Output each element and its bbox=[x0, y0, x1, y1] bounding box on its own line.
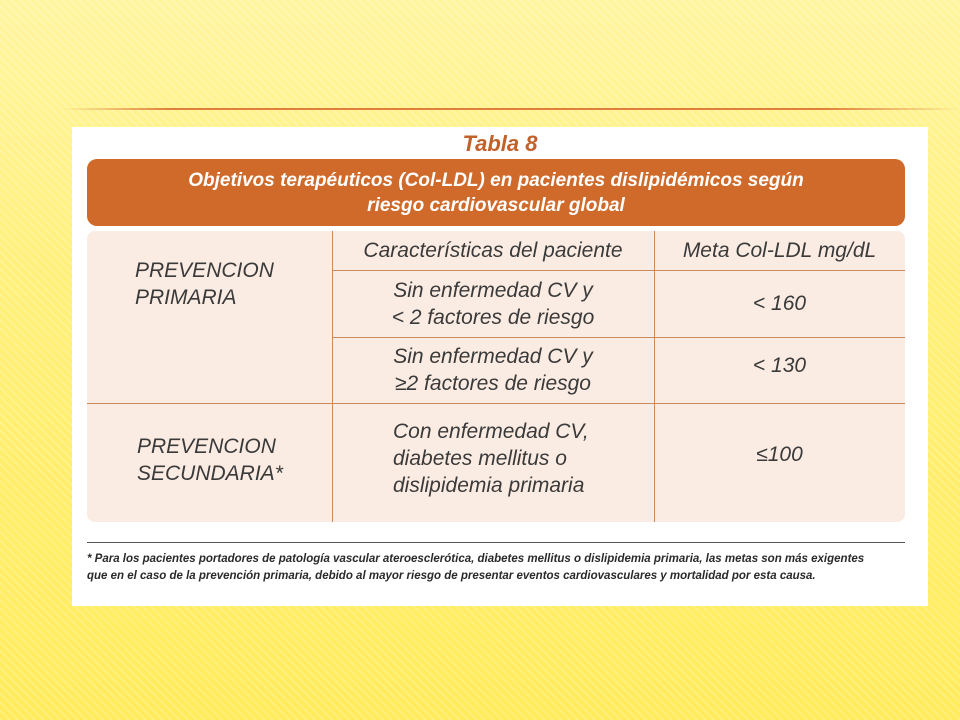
top-divider-line bbox=[62, 108, 960, 110]
group-label-line: PRIMARIA bbox=[135, 286, 237, 309]
group-label-secondary bbox=[137, 433, 327, 487]
table-panel bbox=[72, 127, 928, 606]
header-line-2: riesgo cardiovascular global bbox=[367, 194, 625, 216]
group-divider bbox=[87, 403, 905, 404]
footnote-line: que en el caso de la prevención primaria, debido al mayor riesgo de presentar eventos cardiovasculares y mortalidad por esta causa. bbox=[87, 570, 816, 582]
characteristics-line: Sin enfermedad CV y bbox=[393, 279, 593, 302]
header-row-divider bbox=[332, 270, 905, 271]
table-title: Tabla 8 bbox=[462, 131, 538, 156]
row-characteristics bbox=[332, 277, 654, 331]
row-goal: < 160 bbox=[752, 292, 807, 315]
group-label-line: SECUNDARIA* bbox=[137, 462, 283, 485]
column-header-characteristics: Características del paciente bbox=[363, 239, 623, 262]
header-line-1: Objetivos terapéuticos (Col-LDL) en pacientes dislipidémicos según bbox=[188, 169, 804, 191]
characteristics-line: ≥2 factores de riesgo bbox=[395, 372, 591, 395]
characteristics-line: dislipidemia primaria bbox=[393, 474, 585, 497]
row-characteristics bbox=[393, 418, 643, 499]
characteristics-line: diabetes mellitus o bbox=[393, 447, 567, 470]
row-goal: ≤100 bbox=[756, 443, 803, 466]
row-characteristics bbox=[332, 343, 654, 397]
table-header-bar bbox=[87, 159, 905, 226]
footnote-line: * Para los pacientes portadores de patología vascular ateroesclerótica, diabetes mellitus o dislipidemia primaria, las metas son más exigentes bbox=[87, 553, 865, 565]
row-divider-1 bbox=[332, 337, 905, 338]
characteristics-line: < 2 factores de riesgo bbox=[391, 306, 595, 329]
group-label-primary bbox=[135, 257, 325, 311]
row-goal: < 130 bbox=[752, 354, 807, 377]
characteristics-line: Con enfermedad CV, bbox=[393, 420, 589, 443]
column-header-goal: Meta Col-LDL mg/dL bbox=[682, 239, 877, 262]
footnote-divider bbox=[87, 542, 905, 543]
table-body bbox=[87, 231, 905, 522]
group-label-line: PREVENCION bbox=[137, 435, 276, 458]
group-label-line: PREVENCION bbox=[135, 259, 274, 282]
characteristics-line: Sin enfermedad CV y bbox=[393, 345, 593, 368]
footnote bbox=[87, 551, 905, 585]
